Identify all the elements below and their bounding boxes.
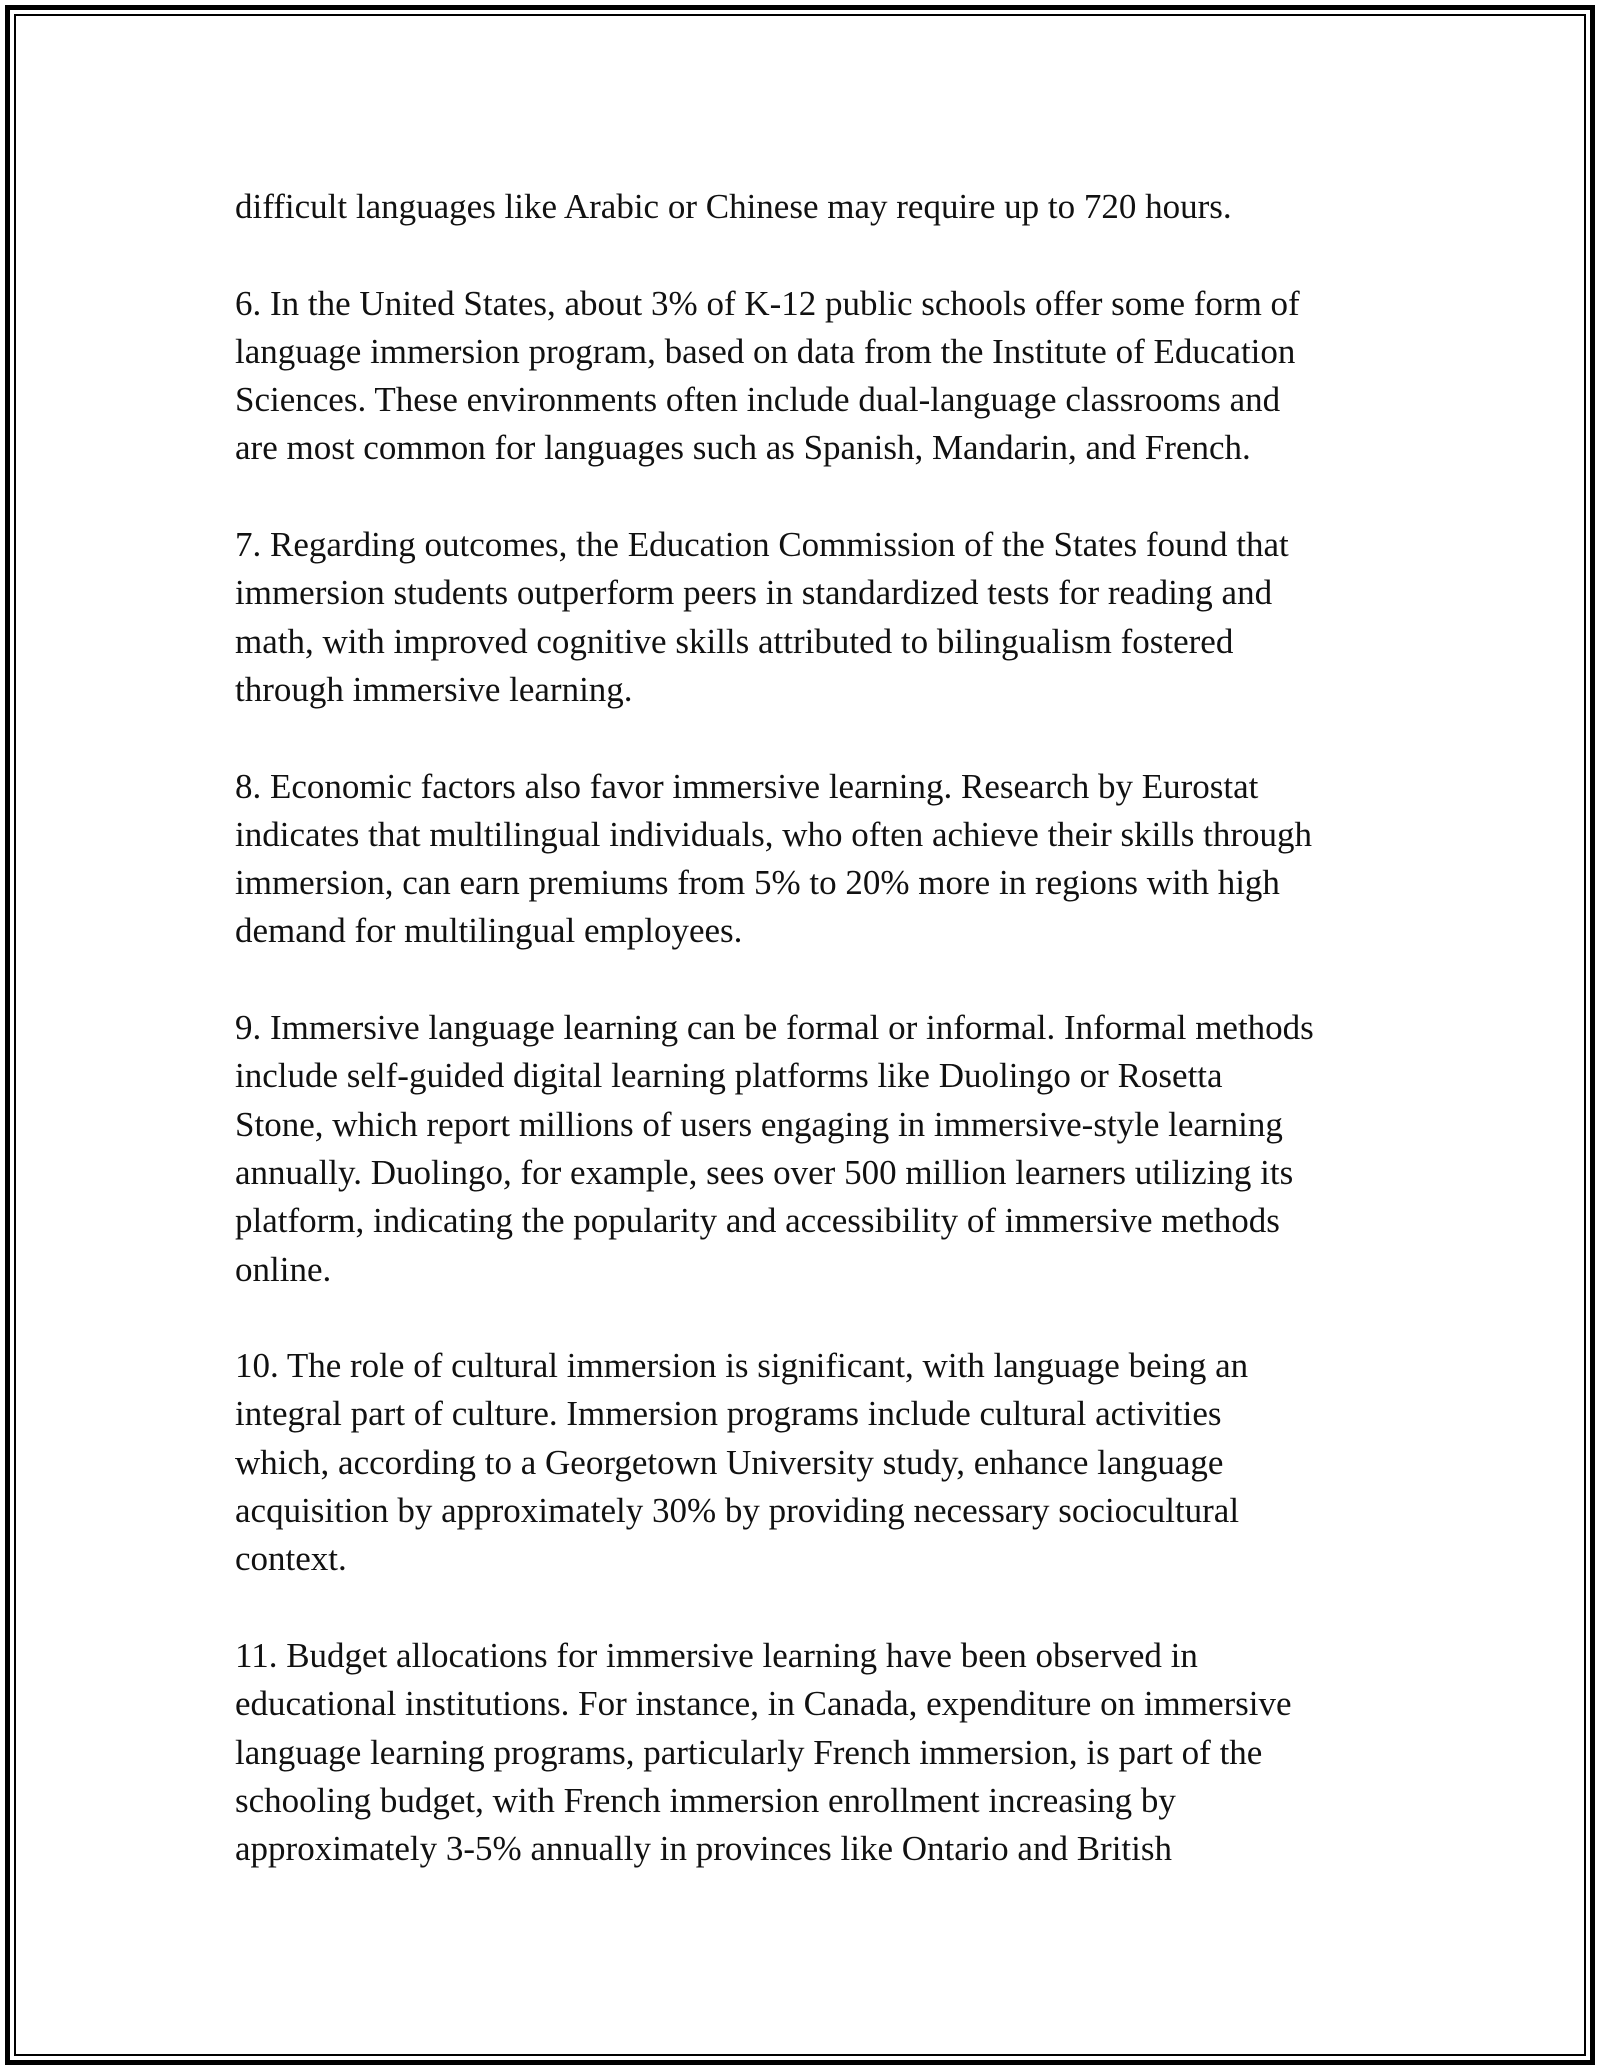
paragraph-item-8: 8. Economic factors also favor immersive learning. Research by Eurostat indicates that multilingual individuals, who often achieve their skills through immersion, can earn premiums from 5% to 20% more in regions with high demand for multilingual employees. xyxy=(235,766,1313,951)
document-body xyxy=(235,183,1385,1873)
paragraph-continuation: difficult languages like Arabic or Chinese may require up to 720 hours. xyxy=(235,187,1232,226)
paragraph-item-9: 9. Immersive language learning can be formal or informal. Informal methods include self-guided digital learning platforms like Duolingo or Rosetta Stone, which report millions of users engaging in immersive-style learning annually. Duolingo, for example, sees over 500 million learners utilizing its platform, indicating the popularity and accessibility of immersive methods online. xyxy=(235,1008,1314,1289)
paragraph-item-11: 11. Budget allocations for immersive learning have been observed in educational institutions. For instance, in Canada, expenditure on immersive language learning programs, particularly French immersion, is part of the schooling budget, with French immersion enrollment increasing by approximately 3-5% annually in provinces like Ontario and British xyxy=(235,1635,1292,1869)
paragraph-item-7: 7. Regarding outcomes, the Education Commission of the States found that immersion students outperform peers in standardized tests for reading and math, with improved cognitive skills attributed to bilingualism fostered through immersive learning. xyxy=(235,525,1289,709)
paragraph-item-6: 6. In the United States, about 3% of K-12 public schools offer some form of language immersion program, based on data from the Institute of Education Sciences. These environments often include dual-language classrooms and are most common for languages such as Spanish, Mandarin, and French. xyxy=(235,283,1300,468)
paragraph-item-10: 10. The role of cultural immersion is significant, with language being an integral part of culture. Immersion programs include cultural activities which, according to a Georgetown University study, enhance language acquisition by approximately 30% by providing necessary sociocultural context. xyxy=(235,1346,1249,1579)
